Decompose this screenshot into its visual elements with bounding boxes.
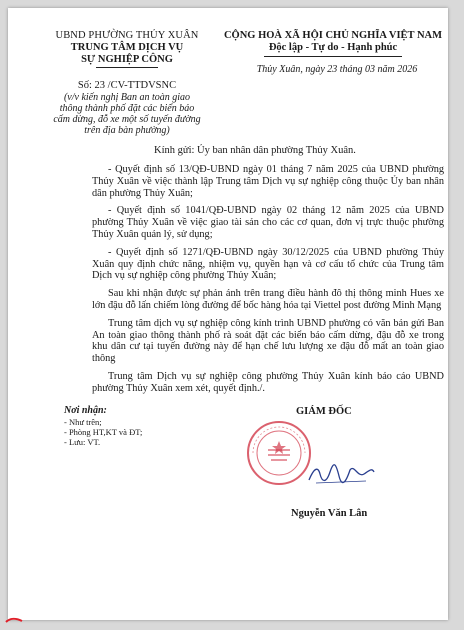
place-date: Thủy Xuân, ngày 23 tháng 03 năm 2026 (256, 64, 418, 75)
motto-underline (264, 56, 402, 57)
document-subject: (v/v kiến nghị Ban an toàn giao thông thành phố đặt các biển báo cấm dừng, đỗ xe một số tuyến đường trên địa bàn phường) (53, 92, 201, 136)
issuer-header (52, 30, 202, 68)
body-paragraph: Trung tâm Dịch vụ sự nghiệp công phường Thủy Xuân kính báo cáo UBND phường Thủy Xuân xem xét, quyết định./. (92, 370, 444, 394)
signature-icon (306, 460, 376, 488)
body-paragraph: Sau khi nhận được sự phản ánh trên trang điều hành đô thị thông minh Hues xe lớn đậu đỗ lấn chiếm lòng đường để bốc hàng hóa tại Viettel post đường Minh Mạng (92, 288, 444, 311)
document-number: Số: 23 /CV-TTDVSNC (77, 80, 177, 91)
document-page (8, 8, 448, 620)
recipients-block (64, 406, 224, 447)
issuer-underline (96, 67, 158, 68)
body-paragraph: - Quyết định số 13/QĐ-UBND ngày 01 tháng 7 năm 2025 của UBND phường Thủy Xuân về việc thành lập Trung tâm Dịch vụ sự nghiệp công thuộc Ủy ban nhân dân phường Thủy Xuân; (92, 164, 444, 199)
body-paragraph: - Quyết định số 1041/QĐ-UBND ngày 02 tháng 12 năm 2025 của UBND phường Thủy Xuân về việc giao tài sản cho các cơ quan, đơn vị trực thuộc phường Thủy Xuân quản lý, sử dụng; (92, 205, 444, 240)
recipients-title: Nơi nhận: (64, 405, 107, 416)
national-motto: Độc lập - Tự do - Hạnh phúc (268, 42, 398, 53)
signer-name: Nguyễn Văn Lân (291, 508, 368, 519)
recipient-item: - Như trên; (64, 417, 102, 427)
national-header (218, 30, 448, 57)
body-paragraph: Trung tâm dịch vụ sự nghiệp công kính trình UBND phường có văn bản gửi Ban An toàn giao thông thành phố rà soát đặt các biển báo cấm dừng, đậu đỗ xe trong khu dân cư tại tuyến đường này để hạn chế lưu lượng xe đậu đỗ mất an toàn giao thông (92, 317, 444, 365)
document-body (92, 164, 444, 401)
official-seal-icon (244, 418, 314, 488)
body-paragraph: - Quyết định số 1271/QĐ-UBND ngày 30/12/2025 của UBND phường Thủy Xuân quy định chức năng, nhiệm vụ, quyền hạn và cơ cấu tổ chức của Trung tâm Dịch vụ sự nghiệp công phường Thủy Xuân; (92, 246, 444, 282)
recipient-item: - Lưu: VT. (64, 437, 101, 447)
red-pen-mark-icon (4, 614, 26, 628)
country-name: CỘNG HOÀ XÃ HỘI CHỦ NGHĨA VIỆT NAM (223, 30, 443, 41)
recipient-item: - Phòng HT,KT và ĐT; (64, 427, 143, 437)
recipient-line: Kính gửi: Ủy ban nhân dân phường Thủy Xuân. (154, 145, 356, 156)
issuer-unit-line2: SỰ NGHIỆP CÔNG (81, 54, 173, 65)
issuer-org: UBND PHƯỜNG THỦY XUÂN (55, 30, 199, 41)
signer-title: GIÁM ĐỐC (296, 406, 352, 417)
issuer-unit-line1: TRUNG TÂM DỊCH VỤ (70, 42, 184, 53)
